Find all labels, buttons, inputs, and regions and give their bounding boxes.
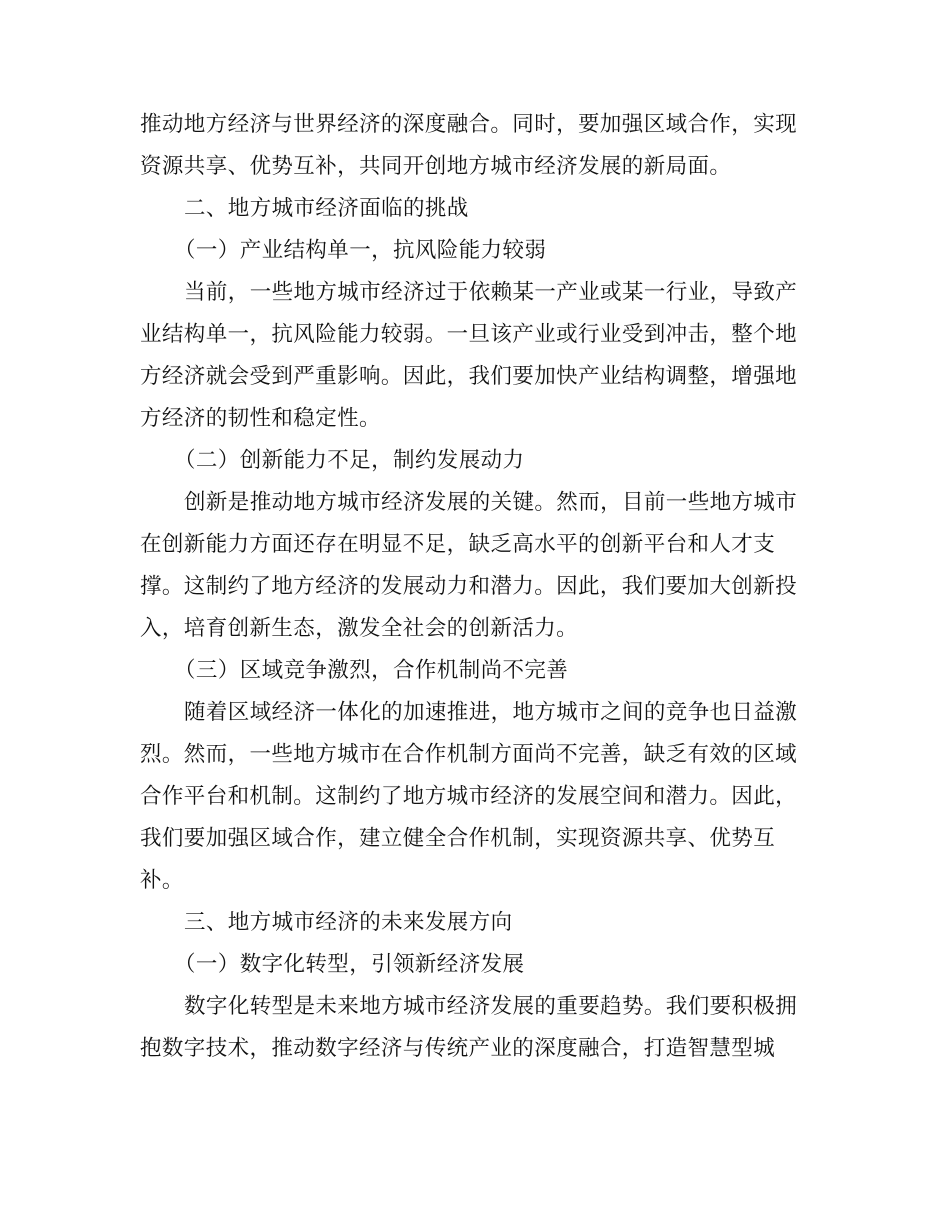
body-line: 资源共享、优势互补，共同开创地方城市经济发展的新局面。 xyxy=(140,154,732,179)
document-body xyxy=(140,104,810,1070)
paragraph-first-line: 当前，一些地方城市经济过于依赖某一产业或某一行业，导致产 xyxy=(184,280,798,305)
body-line: 在创新能力方面还存在明显不足，缺乏高水平的创新平台和人才支 xyxy=(140,532,776,557)
body-line: 我们要加强区域合作，建立健全合作机制，实现资源共享、优势互 xyxy=(140,826,776,851)
body-line: 补。 xyxy=(140,868,184,893)
body-line: 方经济的韧性和稳定性。 xyxy=(140,406,381,431)
body-line: 合作平台和机制。这制约了地方城市经济的发展空间和潜力。因此， xyxy=(140,784,798,809)
body-line: 业结构单一，抗风险能力较弱。一旦该产业或行业受到冲击，整个地 xyxy=(140,322,798,347)
subsection-heading: （三）区域竞争激烈，合作机制尚不完善 xyxy=(174,658,569,683)
subsection-heading: （二）创新能力不足，制约发展动力 xyxy=(174,448,525,473)
body-line: 推动地方经济与世界经济的深度融合。同时，要加强区域合作，实现 xyxy=(140,112,798,137)
body-line: 烈。然而，一些地方城市在合作机制方面尚不完善，缺乏有效的区域 xyxy=(140,742,798,767)
body-line: 撑。这制约了地方经济的发展动力和潜力。因此，我们要加大创新投 xyxy=(140,574,798,599)
subsection-heading: （一）产业结构单一，抗风险能力较弱 xyxy=(174,238,547,263)
section-heading: 三、地方城市经济的未来发展方向 xyxy=(184,910,513,935)
section-heading: 二、地方城市经济面临的挑战 xyxy=(184,196,469,221)
body-line: 抱数字技术，推动数字经济与传统产业的深度融合，打造智慧型城 xyxy=(140,1036,776,1061)
body-line: 方经济就会受到严重影响。因此，我们要加快产业结构调整，增强地 xyxy=(140,364,798,389)
paragraph-first-line: 创新是推动地方城市经济发展的关键。然而，目前一些地方城市 xyxy=(184,490,798,515)
subsection-heading: （一）数字化转型，引领新经济发展 xyxy=(174,952,525,977)
paragraph-first-line: 随着区域经济一体化的加速推进，地方城市之间的竞争也日益激 xyxy=(184,700,798,725)
body-line: 入，培育创新生态，激发全社会的创新活力。 xyxy=(140,616,579,641)
paragraph-first-line: 数字化转型是未来地方城市经济发展的重要趋势。我们要积极拥 xyxy=(184,994,798,1019)
